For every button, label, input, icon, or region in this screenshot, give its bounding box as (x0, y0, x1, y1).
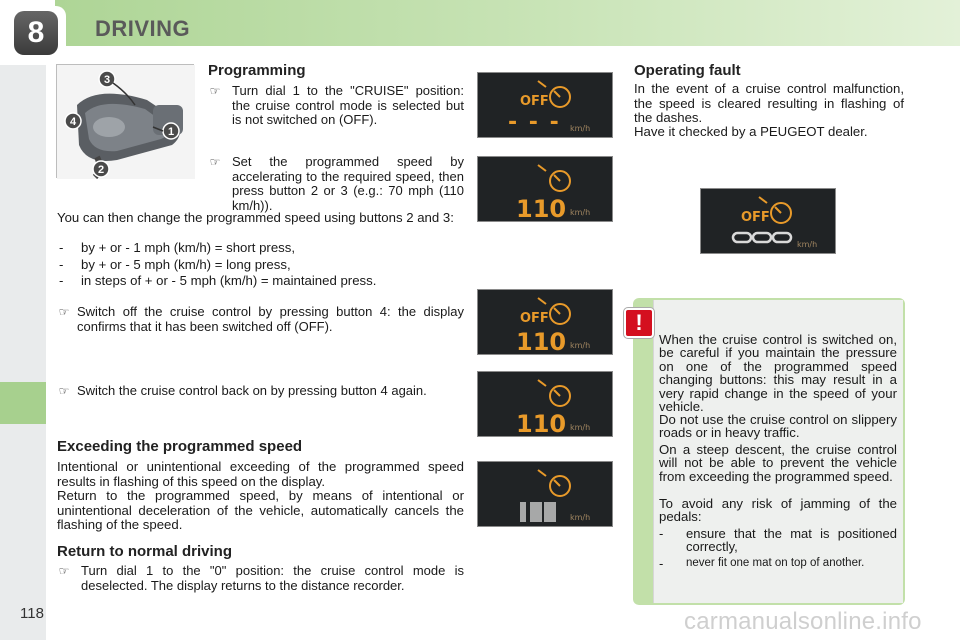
off-label: OFF (520, 311, 549, 326)
warning-item: - ensure that the mat is positioned correctly, (659, 526, 897, 555)
warning-exclamation-icon: ! (624, 308, 654, 338)
fault-paragraph-2: Have it checked by a PEUGEOT dealer. (634, 124, 868, 139)
unit-label: km/h (570, 341, 591, 350)
display-fault (700, 188, 836, 254)
pointer-icon: ☞ (209, 155, 221, 169)
unit-label: km/h (570, 513, 591, 522)
fault-paragraph-1: In the event of a cruise control malfunction, the speed is cleared resulting in flashing of the dashes. (634, 81, 904, 125)
step-item: - by + or - 1 mph (km/h) = short press, (59, 240, 296, 255)
chapter-title: DRIVING (95, 16, 191, 41)
return-normal-text: Turn dial 1 to the "0" position: the cruise control mode is deselected. The display returns to the distance recorder. (81, 563, 464, 593)
display-flashing-speed (477, 461, 613, 527)
warning-paragraph-1: When the cruise control is switched on, be careful if you maintain the pressure on one of the programmed speed changing buttons: this may result in a very rapid change in the speed of your vehicle. (659, 332, 897, 415)
programming-bullet-1-text: Turn dial 1 to the "CRUISE" position: the cruise control mode is selected but is not switched on (OFF). (232, 83, 464, 127)
switch-off-bullet (57, 305, 464, 334)
chapter-number: 8 (14, 11, 58, 55)
speed-dashes: - - - (508, 110, 561, 135)
programming-bullet-1 (208, 84, 464, 128)
display-off-110 (477, 289, 613, 355)
lever-label-4: 4 (69, 116, 77, 128)
speed-value: 110 (516, 410, 567, 438)
switch-off-text: Switch off the cruise control by pressing button 4: the display confirms that it has been switched off (OFF). (77, 304, 464, 334)
programming-bullet-2-text: Set the programmed speed by accelerating to the required speed, then press button 2 or 3 (e.g.: 70 mph (110 km/h)). (232, 154, 464, 213)
display-on-110 (477, 371, 613, 437)
switch-on-text: Switch the cruise control back on by pressing button 4 again. (77, 383, 427, 398)
switch-on-bullet (57, 384, 464, 399)
pointer-icon: ☞ (209, 84, 221, 98)
speed-value: 110 (516, 328, 567, 356)
unit-label: km/h (570, 124, 591, 133)
lever-label-1: 1 (167, 126, 175, 138)
speed-value: 110 (516, 195, 567, 223)
header-band (55, 0, 960, 46)
programming-bullet-2 (208, 155, 464, 213)
display-speed-110 (477, 156, 613, 222)
lever-label-3: 3 (103, 74, 111, 86)
left-margin-bar (0, 65, 46, 640)
unit-label: km/h (797, 240, 818, 249)
exceeding-paragraph-1: Intentional or unintentional exceeding of the programmed speed results in flashing of this speed on the display. (57, 459, 464, 489)
warning-paragraph-3: On a steep descent, the cruise control will not be able to prevent the vehicle from exceeding the programmed speed. (659, 442, 897, 484)
left-margin-tab (0, 382, 46, 424)
warning-item: - never fit one mat on top of another. (659, 556, 865, 571)
page-number: 118 (20, 605, 44, 622)
off-label: OFF (741, 210, 770, 225)
warning-paragraph-2: Do not use the cruise control on slippery roads or in heavy traffic. (659, 412, 897, 441)
warning-paragraph-4: To avoid any risk of jamming of the pedals: (659, 496, 897, 525)
step-item: - in steps of + or - 5 mph (km/h) = maintained press. (59, 273, 377, 288)
unit-label: km/h (570, 208, 591, 217)
return-normal-heading: Return to normal driving (57, 543, 233, 560)
return-normal-bullet (57, 564, 464, 593)
pointer-icon: ☞ (58, 305, 70, 319)
cruise-control-lever-illustration (56, 64, 194, 178)
pointer-icon: ☞ (58, 384, 70, 398)
display-off-dashes (477, 72, 613, 138)
lever-label-2: 2 (97, 164, 105, 176)
programming-heading: Programming (208, 62, 306, 79)
change-speed-text: You can then change the programmed speed using buttons 2 and 3: (57, 210, 454, 225)
step-item: - by + or - 5 mph (km/h) = long press, (59, 257, 291, 272)
exceeding-heading: Exceeding the programmed speed (57, 438, 303, 455)
fault-heading: Operating fault (634, 62, 741, 79)
watermark: carmanualsonline.info (684, 608, 922, 635)
exceeding-paragraph-2: Return to the programmed speed, by means of intentional or unintentional deceleration of the vehicle, automatically cancels the flashing of the speed. (57, 488, 464, 532)
off-label: OFF (520, 94, 549, 109)
pointer-icon: ☞ (58, 564, 70, 578)
unit-label: km/h (570, 423, 591, 432)
